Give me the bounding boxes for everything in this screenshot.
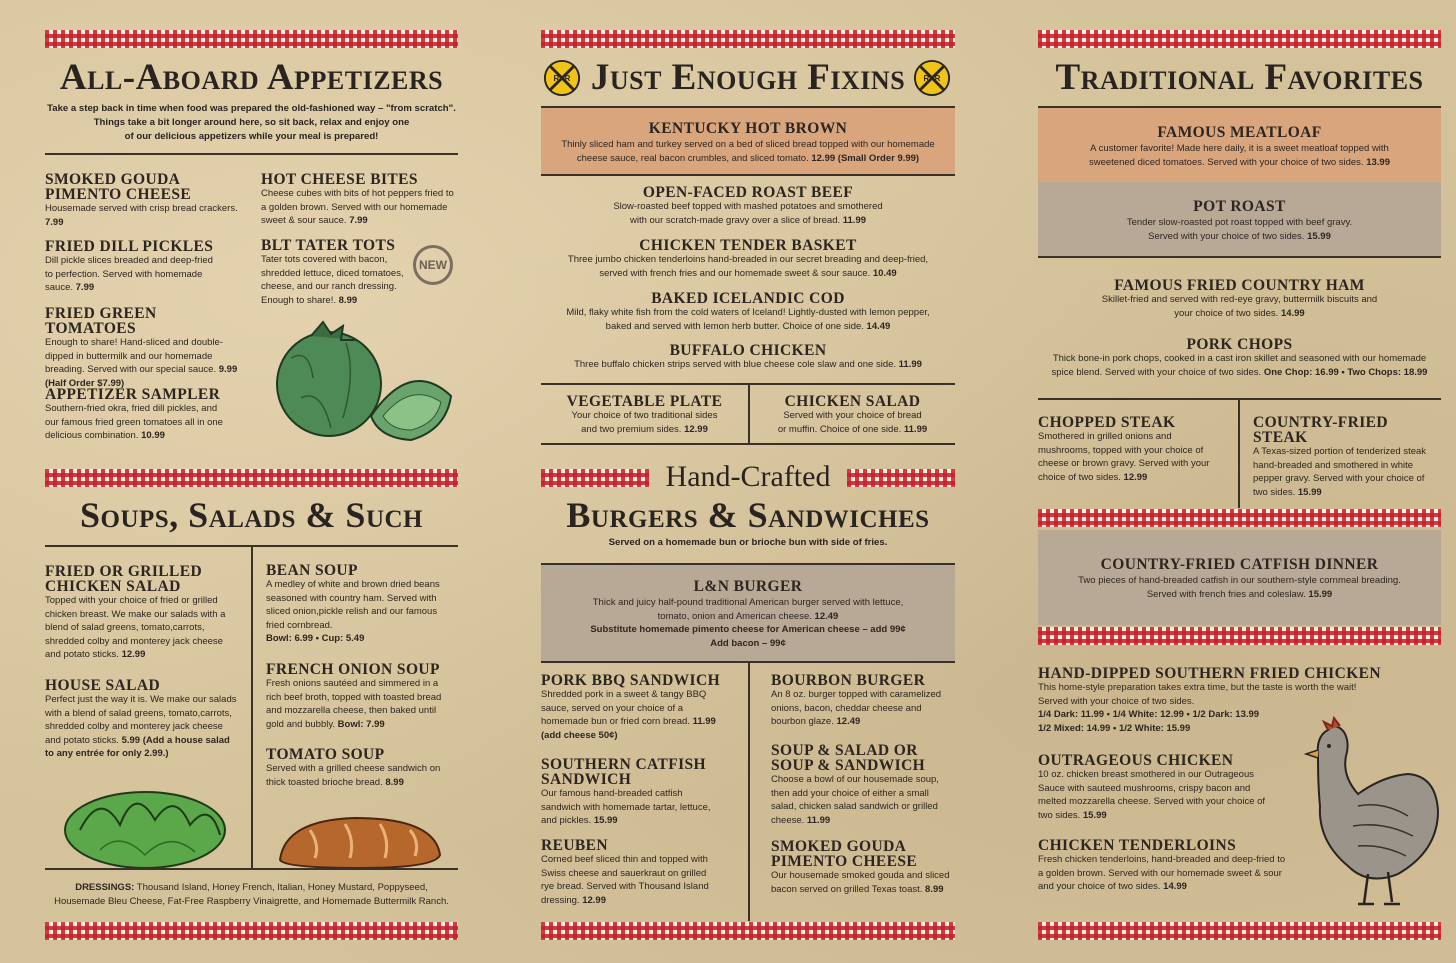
menu-item: CHICKEN TENDER BASKET Three jumbo chicken tenderloins hand-breaded in our secret breading and deep-fried, served with french fries and our homemade sweet & sour sauce. 10.49 — [567, 237, 929, 279]
checkered-border — [45, 30, 458, 48]
lettuce-illustration — [60, 780, 230, 870]
fixins-title: Just Enough Fixins — [590, 57, 906, 98]
menu-item: HOT CHEESE BITES Cheese cubes with bits of hot peppers fried to a golden brown. Served with our homemade sweet & sour sauce. 7.99 — [261, 171, 454, 226]
menu-item: FRIED GREEN TOMATOES Enough to share! Hand-sliced and double-dipped in buttermilk and our homemade breading. Served with our special sauce. 9.99 (Half Order $7.99) — [45, 305, 238, 389]
checkered-border — [541, 922, 955, 940]
menu-item: BUFFALO CHICKEN Three buffalo chicken strips served with blue cheese cole slaw and one side. 11.99 — [574, 342, 922, 370]
fixins-column — [541, 0, 955, 963]
appetizers-title: All-Aboard Appetizers — [59, 57, 444, 98]
burgers-title-line1: Hand-Crafted — [665, 460, 831, 493]
favorites-column — [1038, 0, 1441, 963]
burgers-title-line2: Burgers & Sandwiches — [566, 495, 930, 535]
new-badge: NEW — [413, 245, 453, 285]
menu-item: TOMATO SOUP Served with a grilled cheese sandwich on thick toasted brioche bread. 8.99 — [266, 746, 441, 788]
featured-item-box: FAMOUS MEATLOAF A customer favorite! Made here daily, it is a sweet meatloaf topped with sweetened diced tomatoes. Served with your choice of two sides. 13.99 — [1038, 106, 1441, 184]
menu-item: REUBEN Corned beef sliced thin and topped with Swiss cheese and sauerkraut on grilled rye bread. Served with Thousand Island dressing. 12.99 — [541, 837, 709, 906]
menu-item: PORK CHOPS Thick bone-in pork chops, cooked in a cast iron skillet and seasoned with our homemade spice blend. Served with your choice of two sides. One Chop: 16.99 • Two Chops: 18.99 — [1051, 336, 1428, 378]
featured-item-box: POT ROAST Tender slow-roasted pot roast topped with beef gravy. Served with your choice of two sides. 15.99 — [1038, 182, 1441, 258]
menu-item: HOUSE SALAD Perfect just the way it is. We make our salads with a blend of salad greens, tomato,carrots, shredded colby and monterey jack cheese and potato sticks. 5.99 (Add a house salad to any entrée for only 2.99.) — [45, 677, 237, 759]
appetizers-column — [45, 0, 458, 963]
burgers-subtitle: Served on a homemade bun or brioche bun with side of fries. — [608, 537, 888, 548]
bread-illustration — [275, 810, 445, 870]
menu-item: FRENCH ONION SOUP Fresh onions sautéed and simmered in a rich beef broth, topped with toasted bread and mozzarella cheese, then baked until gold and bubbly. Bowl: 7.99 — [266, 661, 442, 730]
checkered-border — [1038, 509, 1441, 527]
column-divider — [1238, 398, 1240, 508]
menu-item: APPETIZER SAMPLER Southern-fried okra, fried dill pickles, and our famous fried green tomatoes all in one delicious combination. 10.99 — [45, 386, 223, 441]
checkered-border — [45, 922, 458, 940]
menu-item: SOUP & SALAD OR SOUP & SANDWICH Choose a bowl of our housemade soup, then add your choice of either a small salad, chicken salad sandwich or grilled cheese. 11.99 — [771, 742, 939, 826]
appetizers-intro: Take a step back in time when food was prepared the old-fashioned way – "from scratch". Things take a bit longer around here, so sit back, relax and enjoy one of our delicious appetizers while your meal is prepared! — [47, 103, 456, 142]
checkered-border — [541, 30, 955, 48]
menu-item: COUNTRY-FRIED STEAK A Texas-sized portion of tenderized steak hand-breaded and smothered in white pepper gravy. Served with your choice of two sides. 15.99 — [1253, 414, 1427, 498]
menu-item: CHICKEN TENDERLOINS Fresh chicken tenderloins, hand-breaded and deep-fried to a golden brown. Served with our homemade sweet & sour and your choice of two sides. 14.99 — [1038, 837, 1286, 892]
column-divider — [251, 545, 253, 868]
chicken-illustration — [1288, 716, 1441, 912]
menu-item: PORK BBQ SANDWICH Shredded pork in a sweet & tangy BBQ sauce, served on your choice of a homemade bun or fried corn bread. 11.99 (add cheese 50¢) — [541, 672, 721, 741]
menu-item: BAKED ICELANDIC COD Mild, flaky white fish from the cold waters of Iceland! Lightly-dusted with lemon pepper, baked and served with lemon herb butter. Choice of one side. 14.49 — [566, 290, 930, 332]
menu-item: OPEN-FACED ROAST BEEF Slow-roasted beef topped with mashed potatoes and smothered with our scratch-made gravy over a slice of bread. 11.99 — [613, 184, 883, 226]
menu-item: SMOKED GOUDA PIMENTO CHEESE Our housemade smoked gouda and sliced bacon served on grilled Texas toast. 8.99 — [771, 838, 950, 895]
menu-item: SOUTHERN CATFISH SANDWICH Our famous hand-breaded catfish sandwich with homemade tartar, lettuce, and pickles. 15.99 — [541, 756, 711, 826]
menu-item: CHICKEN SALAD Served with your choice of bread or muffin. Choice of one side. 11.99 — [777, 393, 928, 435]
menu-item: FRIED OR GRILLED CHICKEN SALAD Topped with your choice of fried or grilled chicken breast. We make our salads with a blend of salad greens, tomato,carrots, shredded colby and monterey jack cheese and potato sticks. 12.99 — [45, 563, 226, 660]
checkered-border — [541, 469, 649, 487]
favorites-title: Traditional Favorites — [1055, 57, 1424, 98]
featured-item-box: COUNTRY-FRIED CATFISH DINNER Two pieces of hand-breaded catfish in our southern-style cornmeal breading. Served with french fries and coleslaw. 15.99 — [1038, 530, 1441, 625]
divider — [45, 153, 458, 155]
checkered-border — [1038, 627, 1441, 645]
featured-item-box: L&N BURGER Thick and juicy half-pound traditional American burger served with lettuce, tomato, onion and American cheese. 12.49 Substitute homemade pimento cheese for American cheese – add 99¢ Add bacon – 99¢ — [541, 563, 955, 663]
railroad-crossing-label: RXR — [923, 74, 941, 83]
checkered-border — [847, 469, 955, 487]
divider — [45, 868, 458, 870]
checkered-border — [45, 469, 458, 487]
menu-item: VEGETABLE PLATE Your choice of two traditional sides and two premium sides. 12.99 — [566, 393, 723, 435]
soups-title: Soups, Salads & Such — [79, 495, 424, 535]
menu-item: CHOPPED STEAK Smothered in grilled onions and mushrooms, topped with your choice of cheese or brown gravy. Served with your choice of two sides. 12.99 — [1038, 414, 1210, 483]
menu-item: FAMOUS FRIED COUNTRY HAM Skillet-fried and served with red-eye gravy, buttermilk biscuits and your choice of two sides. 14.99 — [1101, 277, 1378, 319]
menu-item: FRIED DILL PICKLES Dill pickle slices breaded and deep-fried to perfection. Served with homemade sauce. 7.99 — [45, 238, 214, 293]
menu-item: SMOKED GOUDA PIMENTO CHEESE Housemade served with crisp bread crackers. 7.99 — [45, 171, 238, 228]
menu-item: BOURBON BURGER An 8 oz. burger topped with caramelized onions, bacon, cheddar cheese and bourbon glaze. 12.49 — [771, 672, 942, 727]
dressings-note: DRESSINGS: Thousand Island, Honey French, Italian, Honey Mustard, Poppyseed, Housemade Bleu Cheese, Fat-Free Raspberry Vinaigrette, and Homemade Buttermilk Ranch. — [54, 882, 449, 907]
featured-item-box: KENTUCKY HOT BROWN Thinly sliced ham and turkey served on a bed of sliced bread topped with our homemade cheese sauce, real bacon crumbles, and sliced tomato. 12.99 (Small Order 9.99) — [541, 106, 955, 176]
menu-item: BEAN SOUP A medley of white and brown dried beans seasoned with country ham. Served with sliced onion,pickle relish and our famous fried cornbread. Bowl: 6.99 • Cup: 5.49 — [266, 562, 440, 644]
menu-item: OUTRAGEOUS CHICKEN 10 oz. chicken breast smothered in our Outrageous Sauce with sauteed mushrooms, crispy bacon and melted mozzarella cheese. Served with your choice of two sides. 15.99 — [1038, 752, 1266, 821]
checkered-border — [1038, 922, 1441, 940]
menu-item: HAND-DIPPED SOUTHERN FRIED CHICKEN This home-style preparation takes extra time, but the taste is worth the wait! Served with your choice of two sides. 1/4 Dark: 11.99 • 1/4 White: 12.99 • 1/2 Dark: 13.99 1/2 Mixed: 14.99 • 1/2 White: 15.99 — [1038, 665, 1381, 734]
divider — [541, 443, 955, 445]
menu-item: BLT TATER TOTS Tater tots covered with bacon, shredded lettuce, diced tomatoes, cheese, and our ranch dressing. Enough to share!. 8.99 — [261, 237, 404, 306]
column-divider — [748, 661, 750, 921]
railroad-crossing-label: RXR — [553, 74, 571, 83]
green-tomato-illustration — [261, 318, 456, 448]
checkered-border — [1038, 30, 1441, 48]
